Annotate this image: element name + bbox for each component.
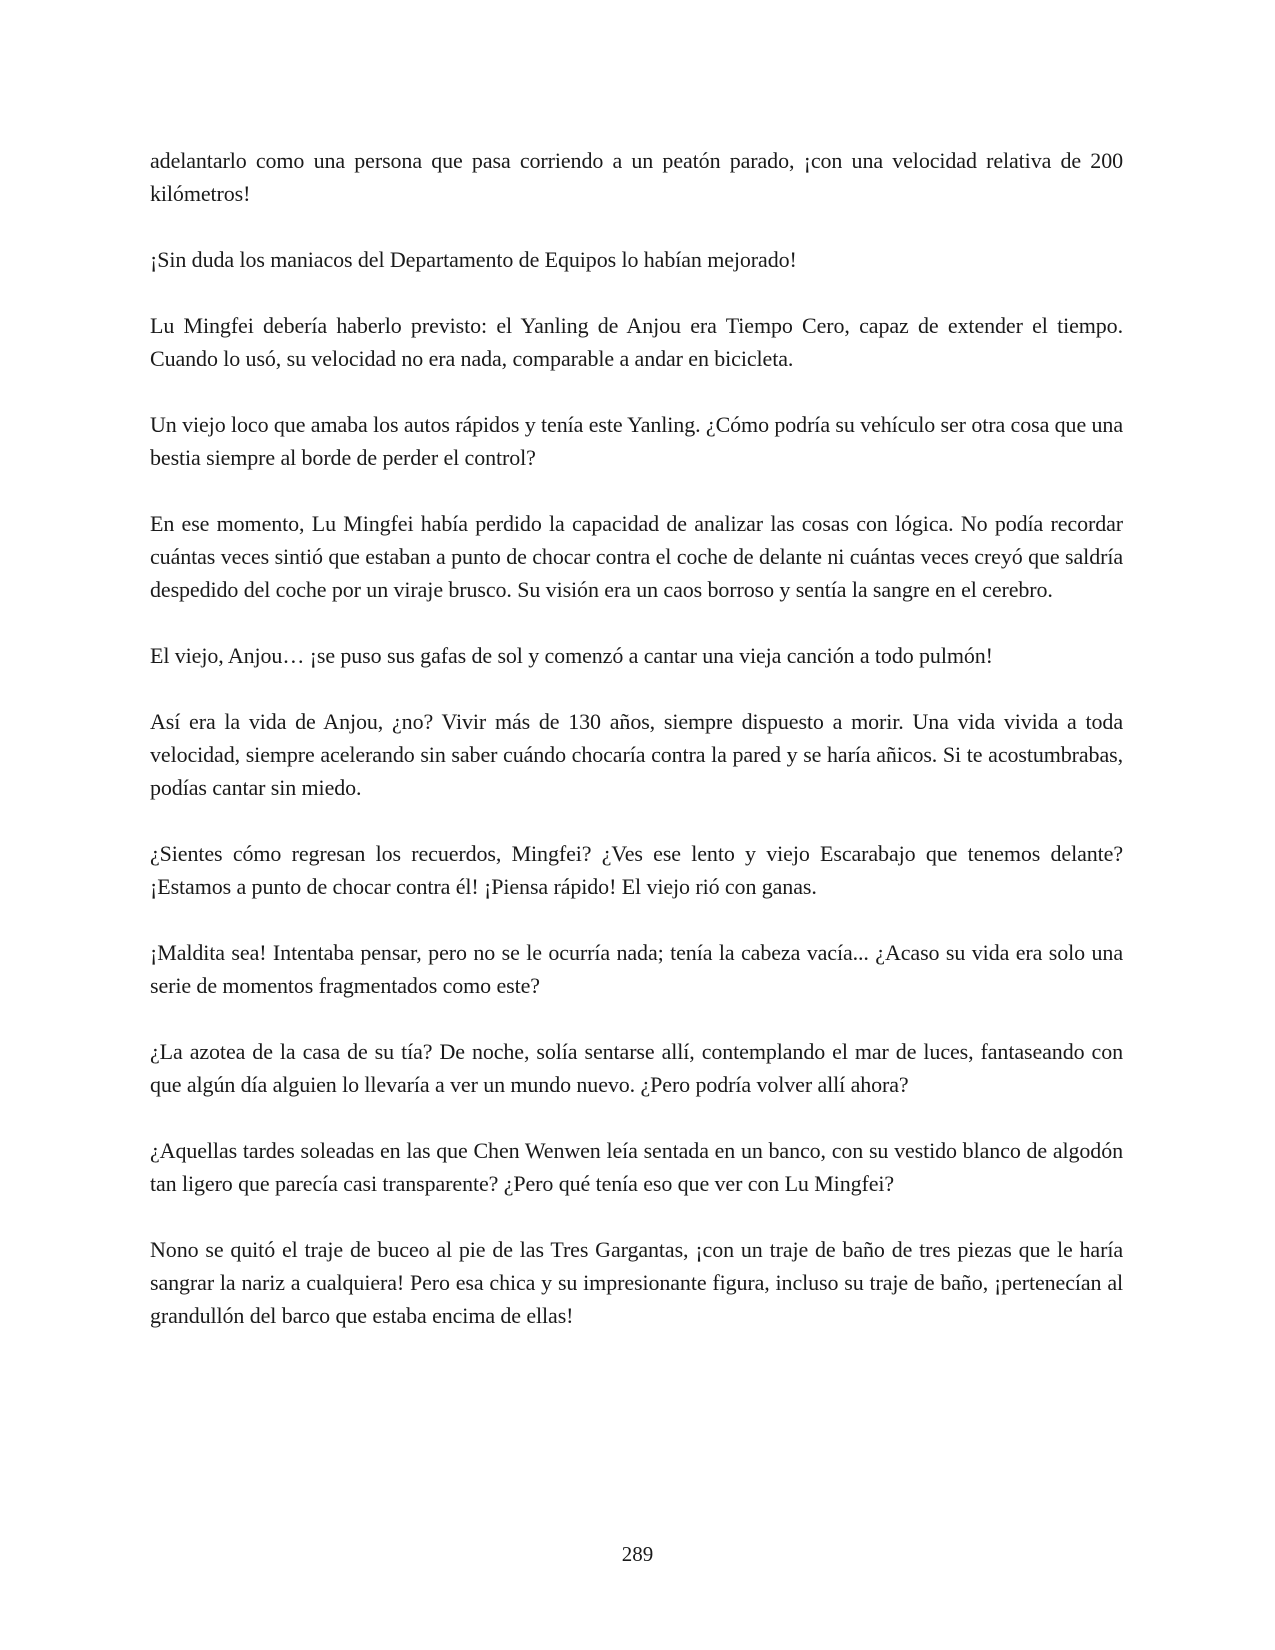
paragraph: ¿Sientes cómo regresan los recuerdos, Mingfei? ¿Ves ese lento y viejo Escarabajo que tenemos delante? ¡Estamos a punto de chocar contra él! ¡Piensa rápido! El viejo rió con ganas. — [150, 841, 1123, 899]
paragraph: Un viejo loco que amaba los autos rápidos y tenía este Yanling. ¿Cómo podría su vehículo ser otra cosa que una bestia siempre al borde de perder el control? — [150, 412, 1123, 470]
paragraph: Nono se quitó el traje de buceo al pie de las Tres Gargantas, ¡con un traje de baño de tres piezas que le haría sangrar la nariz a cualquiera! Pero esa chica y su impresionante figura, incluso su traje de baño, ¡pertenecían al grandullón del barco que estaba encima de ellas! — [150, 1237, 1123, 1328]
paragraph: ¡Sin duda los maniacos del Departamento de Equipos lo habían mejorado! — [150, 247, 797, 272]
paragraph: En ese momento, Lu Mingfei había perdido la capacidad de analizar las cosas con lógica. No podía recordar cuántas veces sintió que estaban a punto de chocar contra el coche de delante ni cuántas veces creyó que saldría despedido del coche por un viraje brusco. Su visión era un caos borroso y sentía la sangre en el cerebro. — [150, 511, 1123, 602]
paragraph: El viejo, Anjou… ¡se puso sus gafas de sol y comenzó a cantar una vieja canción a todo pulmón! — [150, 643, 993, 668]
paragraph: ¡Maldita sea! Intentaba pensar, pero no se le ocurría nada; tenía la cabeza vacía... ¿Acaso su vida era solo una serie de momentos fragmentados como este? — [150, 940, 1123, 998]
body-text — [150, 144, 1123, 1365]
paragraph: ¿Aquellas tardes soleadas en las que Chen Wenwen leía sentada en un banco, con su vestido blanco de algodón tan ligero que parecía casi transparente? ¿Pero qué tenía eso que ver con Lu Mingfei? — [150, 1138, 1123, 1196]
paragraph: ¿La azotea de la casa de su tía? De noche, solía sentarse allí, contemplando el mar de luces, fantaseando con que algún día alguien lo llevaría a ver un mundo nuevo. ¿Pero podría volver allí ahora? — [150, 1039, 1123, 1097]
paragraph: Así era la vida de Anjou, ¿no? Vivir más de 130 años, siempre dispuesto a morir. Una vida vivida a toda velocidad, siempre acelerando sin saber cuándo chocaría contra la pared y se haría añicos. Si te acostumbrabas, podías cantar sin miedo. — [150, 709, 1123, 800]
paragraph: Lu Mingfei debería haberlo previsto: el Yanling de Anjou era Tiempo Cero, capaz de extender el tiempo. Cuando lo usó, su velocidad no era nada, comparable a andar en bicicleta. — [150, 313, 1123, 371]
page-number: 289 — [621, 1542, 654, 1566]
paragraph: adelantarlo como una persona que pasa corriendo a un peatón parado, ¡con una velocidad relativa de 200 kilómetros! — [150, 148, 1123, 206]
